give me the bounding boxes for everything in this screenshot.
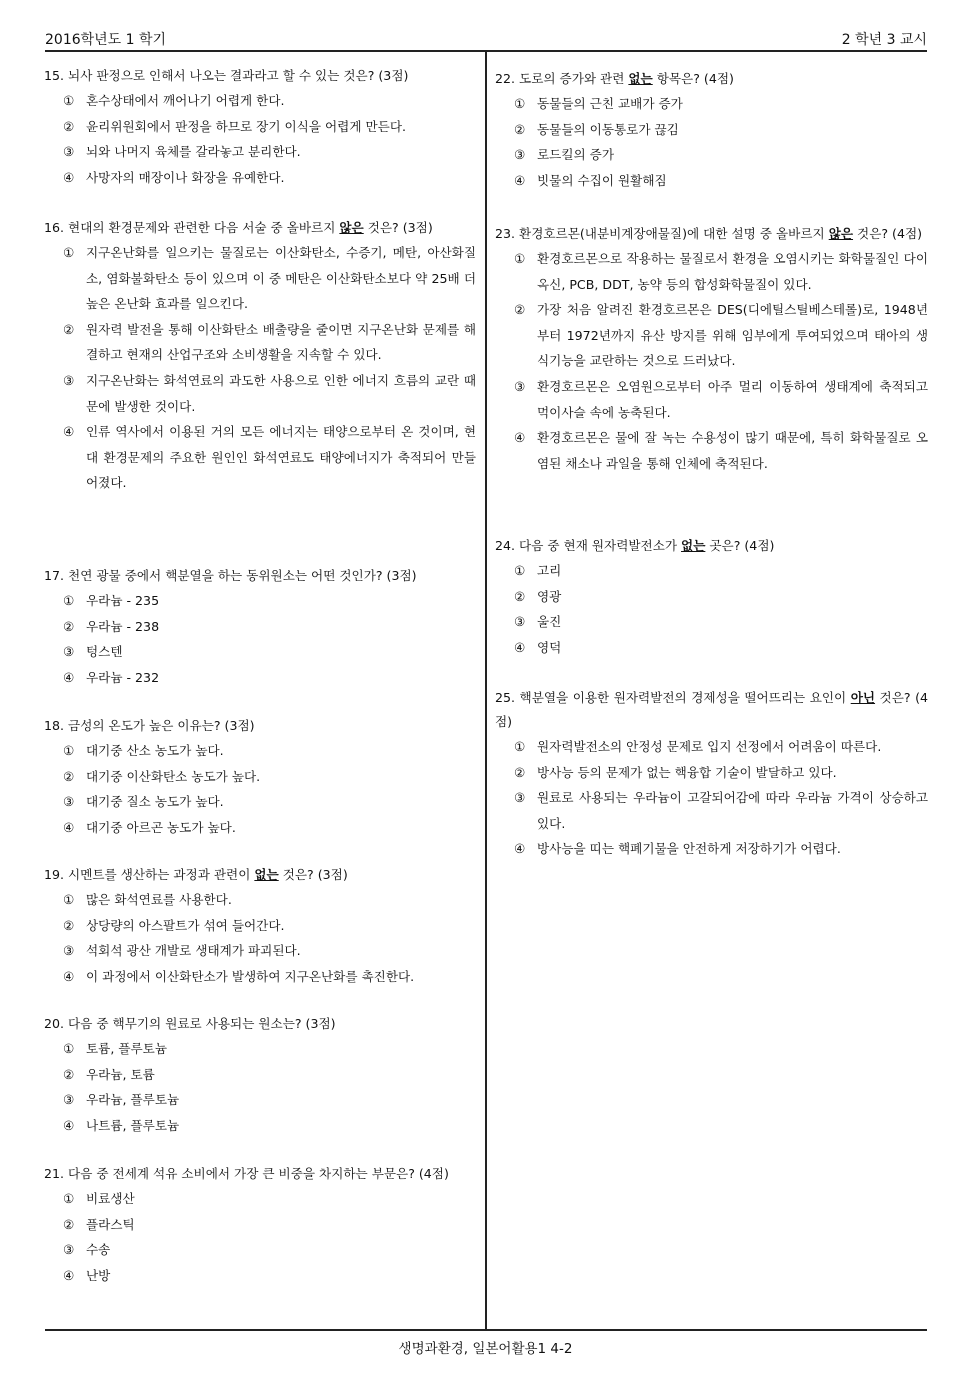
option[interactable]: ③ 텅스텐 — [63, 644, 123, 660]
question-text: 21. 다음 중 전세계 석유 소비에서 가장 큰 비중을 차지하는 부문은? (4점) — [44, 1166, 449, 1181]
question-text: 20. 다음 중 핵무기의 원료로 사용되는 원소는? (3점) — [44, 1016, 336, 1031]
question-text: 25. 핵분열을 이용한 원자력발전의 경제성을 떨어뜨리는 요인이 아닌 것은? (4점) — [495, 690, 928, 729]
option[interactable]: ② 우라늄 - 238 — [63, 618, 160, 634]
grade-period-label: 2 학년 3 교시 — [841, 32, 927, 48]
option[interactable]: ③ 대기중 질소 농도가 높다. — [63, 794, 224, 810]
emphasis: 없는 — [628, 71, 653, 86]
option[interactable]: ② 원자력 발전을 통해 이산화탄소 배출량을 줄이면 지구온난화 문제를 해결하고 현재의 산업구조와 소비생활을 지속할 수 있다. — [63, 321, 476, 363]
question-text: 24. 다음 중 현재 원자력발전소가 없는 곳은? (4점) — [495, 538, 775, 553]
question-17 — [44, 564, 476, 690]
emphasis: 아닌 — [850, 690, 876, 705]
option[interactable]: ④ 방사능을 띠는 핵폐기물을 안전하게 저장하기가 어렵다. — [514, 841, 841, 857]
option[interactable]: ① 고리 — [514, 563, 562, 578]
question-text: 23. 환경호르몬(내분비계장애물질)에 대한 설명 중 올바르지 않은 것은? (4점) — [495, 226, 923, 241]
option[interactable]: ③ 로드킬의 증가 — [514, 147, 614, 163]
page-footer: 생명과환경, 일본어활용1 4-2 — [398, 1341, 573, 1357]
column-divider — [485, 52, 487, 1329]
option[interactable]: ② 가장 처음 알려진 환경호르몬은 DES(디에틸스틸베스테롤)로, 1948년부터 1972년까지 유산 방지를 위해 임부에게 투여되었으며 태아의 생식기능을 교란하는 것으로 드러났다. — [514, 302, 928, 369]
option[interactable]: ② 플라스틱 — [63, 1216, 135, 1232]
question-15 — [44, 64, 476, 190]
page-header — [45, 26, 927, 52]
question-text: 17. 천연 광물 중에서 핵분열을 하는 동위원소는 어떤 것인가? (3점) — [44, 568, 417, 583]
question-text: 19. 시멘트를 생산하는 과정과 관련이 없는 것은? (3점) — [44, 867, 348, 882]
option[interactable]: ③ 울진 — [514, 614, 562, 630]
option[interactable]: ③ 수송 — [63, 1242, 111, 1258]
option[interactable]: ④ 나트륨, 플루토늄 — [63, 1117, 180, 1133]
option[interactable]: ② 방사능 등의 문제가 없는 핵융합 기술이 발달하고 있다. — [514, 764, 837, 780]
semester-label: 2016학년도 1 학기 — [45, 32, 167, 48]
option[interactable]: ③ 석회석 광산 개발로 생태계가 파괴된다. — [63, 943, 301, 959]
option[interactable]: ① 혼수상태에서 깨어나기 어렵게 한다. — [63, 93, 285, 108]
option[interactable]: ① 토륨, 플루토늄 — [63, 1041, 167, 1056]
option[interactable]: ④ 인류 역사에서 이용된 거의 모든 에너지는 태양으로부터 온 것이며, 현대 환경문제의 주요한 원인인 화석연료도 태양에너지가 축적되어 만들어졌다. — [63, 424, 476, 491]
question-25 — [495, 686, 928, 862]
question-24 — [495, 534, 928, 660]
option[interactable]: ③ 뇌와 나머지 육체를 갈라놓고 분리한다. — [63, 144, 301, 160]
question-21 — [44, 1162, 476, 1288]
question-text: 22. 도로의 증가와 관련 없는 항목은? (4점) — [495, 71, 734, 86]
emphasis: 없는 — [254, 867, 279, 882]
question-19 — [44, 863, 476, 989]
option[interactable]: ④ 빗물의 수집이 원활해짐 — [514, 172, 667, 188]
option[interactable]: ① 우라늄 - 235 — [63, 593, 160, 608]
emphasis: 않은 — [828, 226, 854, 241]
option[interactable]: ③ 환경호르몬은 오염원으로부터 아주 멀리 이동하여 생태계에 축적되고 먹이사슬 속에 농축된다. — [514, 378, 928, 420]
question-text: 15. 뇌사 판정으로 인해서 나오는 결과라고 할 수 있는 것은? (3점) — [44, 68, 409, 83]
option[interactable]: ② 영광 — [514, 588, 562, 604]
option[interactable]: ④ 난방 — [63, 1267, 111, 1283]
option[interactable]: ② 상당량의 아스팔트가 섞여 들어간다. — [63, 917, 285, 933]
question-23 — [495, 222, 928, 476]
option[interactable]: ① 많은 화석연료를 사용한다. — [63, 892, 232, 907]
question-20 — [44, 1012, 476, 1138]
question-text: 18. 금성의 온도가 높은 이유는? (3점) — [44, 718, 255, 733]
option[interactable]: ④ 우라늄 - 232 — [63, 669, 160, 685]
option[interactable]: ① 환경호르몬으로 작용하는 물질로서 환경을 오염시키는 화학물질인 다이옥신, PCB, DDT, 농약 등의 합성화학물질이 있다. — [514, 251, 928, 292]
option[interactable]: ④ 대기중 아르곤 농도가 높다. — [63, 819, 236, 835]
option[interactable]: ③ 지구온난화는 화석연료의 과도한 사용으로 인한 에너지 흐름의 교란 때문에 발생한 것이다. — [63, 372, 476, 414]
option[interactable]: ② 우라늄, 토륨 — [63, 1066, 155, 1082]
option[interactable]: ② 대기중 이산화탄소 농도가 높다. — [63, 768, 261, 784]
question-22 — [495, 67, 928, 193]
footer-rule — [45, 1329, 927, 1331]
question-text: 16. 현대의 환경문제와 관련한 다음 서술 중 올바르지 않은 것은? (3점) — [44, 220, 433, 235]
option[interactable]: ① 동물들의 근친 교배가 증가 — [514, 96, 683, 111]
question-16 — [44, 216, 476, 496]
option[interactable]: ② 동물들의 이동통로가 끊김 — [514, 121, 679, 137]
question-18 — [44, 714, 476, 840]
option[interactable]: ④ 환경호르몬은 물에 잘 녹는 수용성이 많기 때문에, 특히 화학물질로 오염된 채소나 과일을 통해 인체에 축적된다. — [514, 430, 928, 471]
option[interactable]: ① 원자력발전소의 안정성 문제로 입지 선정에서 어려움이 따른다. — [514, 739, 882, 754]
option[interactable]: ③ 원료로 사용되는 우라늄이 고갈되어감에 따라 우라늄 가격이 상승하고 있다. — [514, 790, 928, 831]
option[interactable]: ① 대기중 산소 농도가 높다. — [63, 743, 224, 758]
emphasis: 않은 — [339, 220, 364, 235]
option[interactable]: ② 윤리위원회에서 판정을 하므로 장기 이식을 어렵게 만든다. — [63, 118, 406, 134]
option[interactable]: ④ 영덕 — [514, 639, 562, 655]
option[interactable]: ① 비료생산 — [63, 1191, 135, 1206]
option[interactable]: ④ 이 과정에서 이산화탄소가 발생하여 지구온난화를 촉진한다. — [63, 968, 415, 984]
option[interactable]: ③ 우라늄, 플루토늄 — [63, 1092, 180, 1108]
option[interactable]: ④ 사망자의 매장이나 화장을 유예한다. — [63, 169, 285, 185]
option[interactable]: ① 지구온난화를 일으키는 물질로는 이산화탄소, 수증기, 메탄, 아산화질소, 염화불화탄소 등이 있으며 이 중 메탄은 이산화탄소보다 약 25배 더 높은 온난화 효과를 일으킨다. — [63, 245, 476, 312]
emphasis: 없는 — [681, 538, 706, 553]
